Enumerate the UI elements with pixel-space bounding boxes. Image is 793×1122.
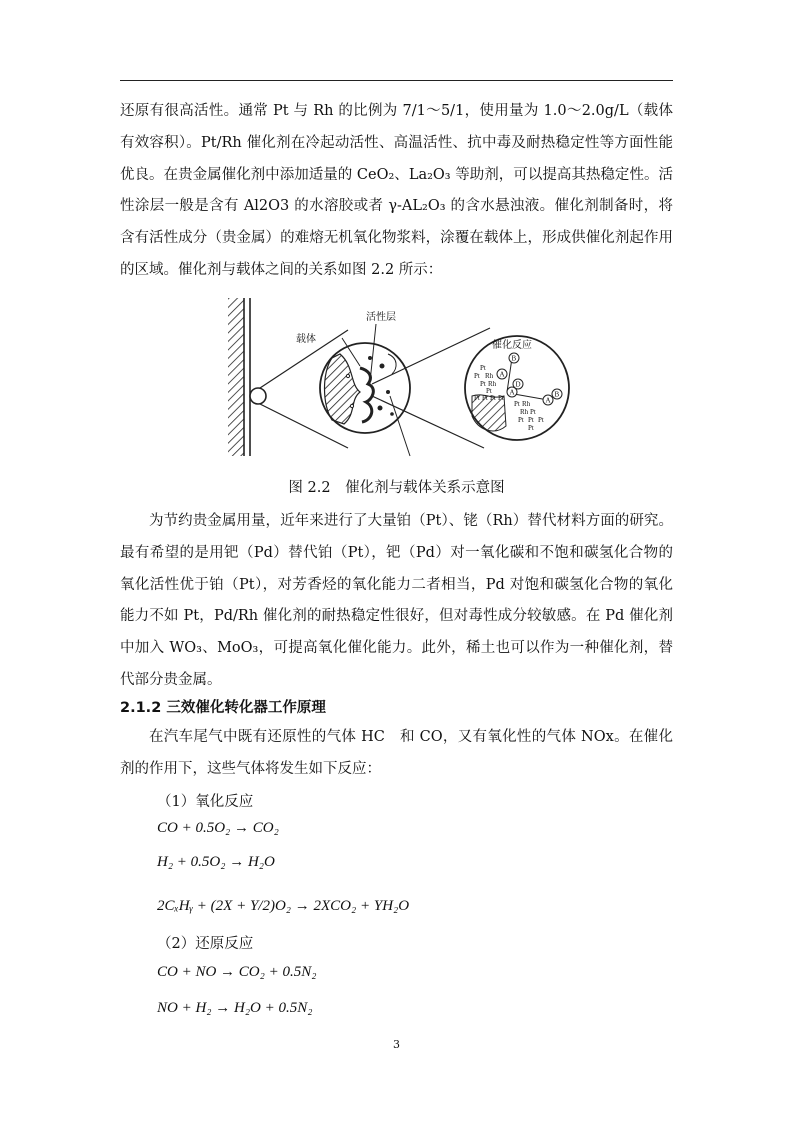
figure-caption: 图 2.2 催化剂与载体关系示意图: [288, 480, 505, 496]
label-catalytic-reaction: 催化反应: [492, 340, 532, 351]
label-carrier: 载体: [296, 334, 316, 345]
equation-4: CO + NO → CO₂ + 0.5N₂: [157, 964, 317, 980]
circle-letter: B: [511, 354, 517, 363]
label-active-layer: 活性层: [366, 312, 396, 323]
pt-label: Rh: [488, 380, 497, 388]
pt-label: Pt: [498, 394, 504, 402]
pt-label: Pt: [474, 394, 480, 402]
pt-label: Pt: [490, 394, 496, 402]
subheading-oxidation: （1）氧化反应: [157, 794, 254, 810]
circle-letter: B: [554, 390, 560, 399]
equation-3: 2CₓHᵧ + (2X + Y/2)O₂ → 2XCO₂ + YH₂O: [157, 898, 410, 914]
circle-letter: D: [515, 380, 521, 389]
pt-label: Pt: [538, 416, 544, 424]
equation-5: NO + H₂ → H₂O + 0.5N₂: [157, 1000, 313, 1016]
pt-label: Pt: [530, 408, 536, 416]
header-rule: [120, 80, 673, 81]
pt-label: Pt: [514, 400, 520, 408]
paragraph-2: 为节约贵金属用量，近年来进行了大量铂（Pt）、铑（Rh）替代材料方面的研究。最有希望的是用钯（Pd）替代铂（Pt），钯（Pd）对一氧化碳和不饱和碳氢化合物的氧化活性优于铂（Pt），对芳香烃的氧化能力二者相当，Pd 对饱和碳氢化合物的氧化能力不如 Pt，Pd/Rh 催化剂的耐热稳定性很好，但对毒性成分较敏感。在 Pd 催化剂中加入 WO₃、MoO₃，可提高氧化催化能力。此外，稀土也可以作为一种催化剂，替代部分贵金属。: [120, 513, 673, 688]
detail-point-circle: [250, 388, 266, 404]
figure-catalyst-carrier: [222, 296, 572, 458]
page-number: 3: [393, 1038, 400, 1051]
circle-letter: A: [545, 396, 551, 405]
circle-letter: A: [509, 388, 515, 397]
circle-letter: A: [499, 370, 505, 379]
pipe-wall: [228, 298, 250, 456]
section-heading: 2.1.2 三效催化转化器工作原理: [120, 700, 326, 716]
pt-label: Pt: [480, 380, 486, 388]
pt-label: Rh: [522, 400, 531, 408]
subheading-reduction: （2）还原反应: [157, 936, 254, 952]
pt-label: Pt: [528, 424, 534, 432]
pt-label: Pt: [474, 372, 480, 380]
equation-1: CO + 0.5O₂ → CO₂: [157, 820, 279, 836]
equation-2: H₂ + 0.5O₂ → H₂O: [157, 854, 275, 870]
pt-label: Pt: [486, 387, 492, 395]
pt-label: Pt: [528, 416, 534, 424]
magnified-circle-1: [320, 343, 410, 433]
paragraph-3: 在汽车尾气中既有还原性的气体 HC 和 CO，又有氧化性的气体 NOx。在催化剂的作用下，这些气体将发生如下反应：: [120, 729, 673, 777]
pt-label: Pt: [518, 416, 524, 424]
paragraph-1: 还原有很高活性。通常 Pt 与 Rh 的比例为 7/1～5/1，使用量为 1.0～2.0g/L（载体有效容积）。Pt/Rh 催化剂在冷起动活性、高温活性、抗中毒及耐热稳定性等方面性能优良。在贵金属催化剂中添加适量的 CeO₂、La₂O₃ 等助剂，可以提高其热稳定性。活性涂层一般是含有 Al2O3 的水溶胶或者 γ-AL₂O₃ 的含水悬浊液。催化剂制备时，将含有活性成分（贵金属）的难熔无机氧化物浆料，涂覆在载体上，形成供催化剂起作用的区域。催化剂与载体之间的关系如图 2.2 所示：: [120, 103, 673, 278]
pt-label: Pt: [482, 394, 488, 402]
pt-label: Pt: [480, 364, 486, 372]
pt-label: Rh: [520, 408, 529, 416]
pt-label: Rh: [485, 372, 494, 380]
